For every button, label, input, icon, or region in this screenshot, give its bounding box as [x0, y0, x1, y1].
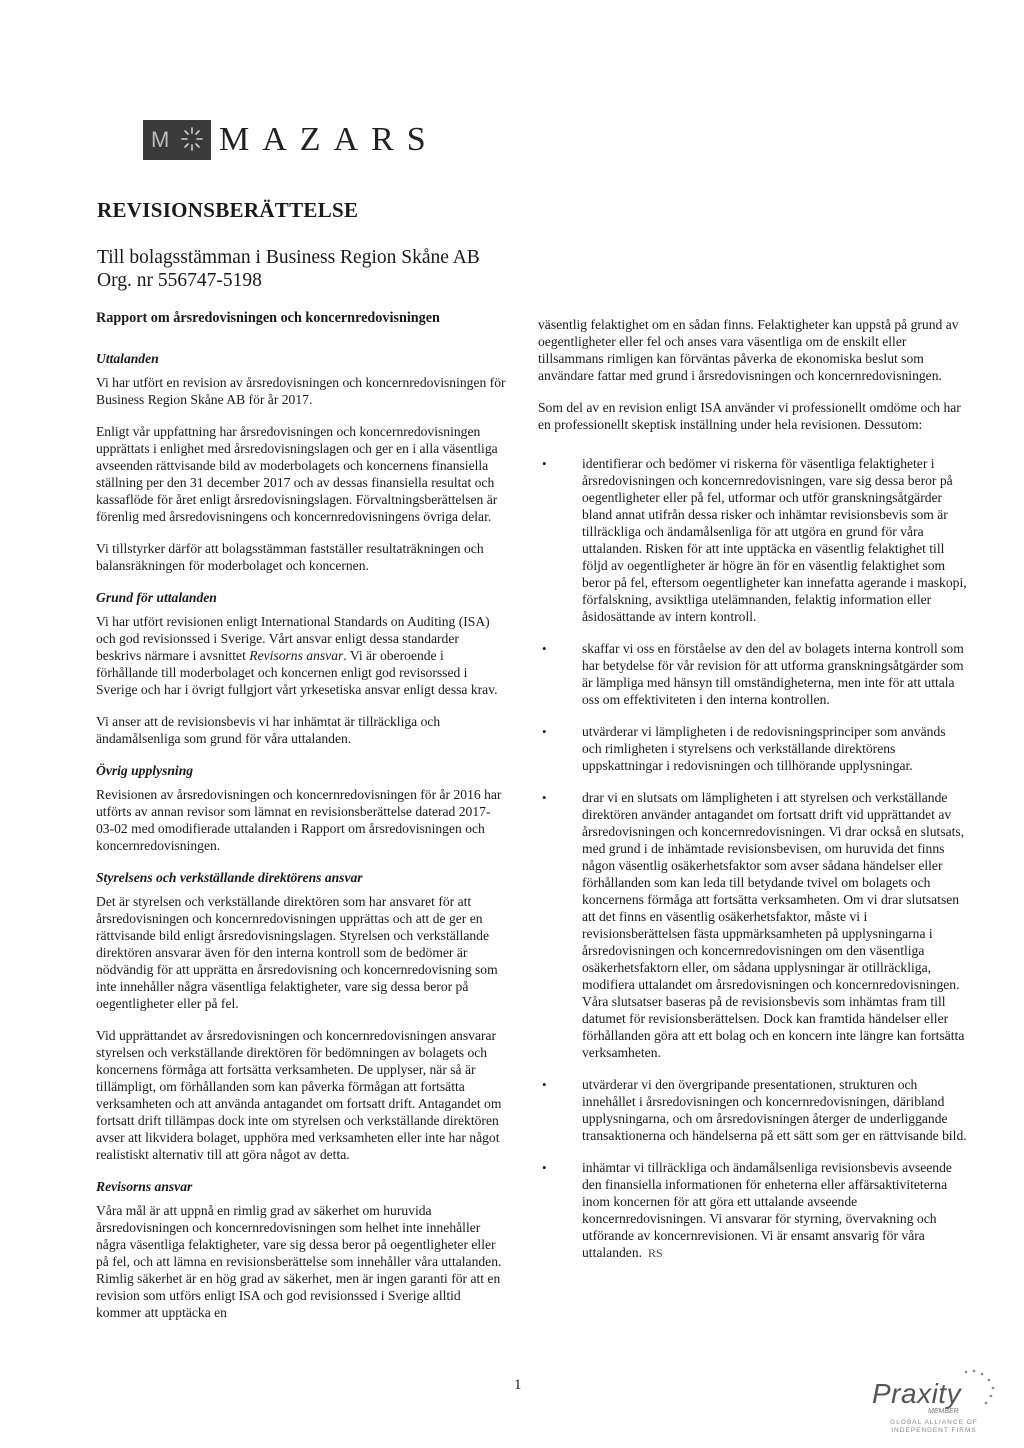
list-item: • identifierar och bedömer vi riskerna för väsentliga felaktigheter i årsredovisningen och koncernredovisningen, vare sig dessa beror på oegentligheter eller på fel, utformar och utför granskningsåtgärder bland annat utifrån dessa risker och inhämtar revisionsbevis som är tillräckliga och ändamålsenliga för att utgöra en grund för våra uttalanden. Risken för att inte upptäcka en väsentlig felaktighet till följd av oegentligheter är högre än för en väsentlig felaktighet som beror på fel, eftersom oegentligheter kan innefatta agerande i maskopi, förfalskning, avsiktliga utelämnanden, felaktig information eller åsidosättande av intern kontroll. — [538, 455, 968, 625]
mazars-logo-mark — [143, 120, 211, 160]
paragraph: Det är styrelsen och verkställande direktören som har ansvaret för att årsredovisningen och koncernredovisningen upprättas och att de ger en rättvisande bild enligt årsredovisningslagen. Styrelsen och verkställande direktören ansvarar även för den interna kontroll som de bedömer är nödvändig för att upprätta en årsredovisning och koncernredovisning som inte innehåller några väsentliga felaktigheter, vare sig dessa beror på oegentligheter eller på fel. — [96, 894, 498, 1011]
paragraph: Vid upprättandet av årsredovisningen och koncernredovisningen ansvarar styrelsen och verkställande direktören för bedömningen av bolagets och koncernens förmåga att fortsätta verksamheten. De upplyser, när så är tillämpligt, om förhållanden som kan påverka förmågan att fortsätta verksamheten och att använda antagandet om fortsatt drift. Antagandet om fortsatt drift tillämpas dock inte om styrelsen och verkställande direktören avser att likvidera bolaget, upphöra med verksamheten eller inte har något realistiskt alternativ till att göra något av detta. — [96, 1028, 502, 1162]
paragraph: Vi har utfört en revision av årsredovisningen och koncernredovisningen för Business Region Skåne AB för år 2017. — [96, 375, 506, 407]
list-item: • drar vi en slutsats om lämpligheten i att styrelsen och verkställande direktören använder antagandet om fortsatt drift vid upprättandet av årsredovisningen och koncernredovisningen. Vi drar också en slutsats, med grund i de inhämtade revisionsbevisen, om huruvida det finns någon väsentlig osäkerhetsfaktor som avser sådana händelser eller förhållanden som kan leda till betydande tvivel om bolagets och koncernens förmåga att fortsätta verksamheten. Om vi drar slutsatsen att det finns en väsentlig osäkerhetsfaktor, måste vi i revisionsberättelsen fästa uppmärksamheten på upplysningarna i årsredovisningen och koncernredovisningen om den väsentliga osäkerhetsfaktorn eller, om sådana upplysningar är otillräckliga, modifiera uttalandet om årsredovisningen och koncernredovisningen. Våra slutsatser baseras på de revisionsbevis som inhämtas fram till datumet för revisionsberättelsen. Dock kan framtida händelser eller förhållanden göra att ett bolag och en koncern inte längre kan fortsätta verksamheten. — [538, 789, 968, 1061]
praxity-alliance — [874, 1419, 994, 1435]
star-icon — [180, 126, 204, 152]
praxity-wordmark: Praxity — [872, 1378, 962, 1409]
paragraph: Som del av en revision enligt ISA använder vi professionellt omdöme och har en professionellt skeptisk inställning under hela revisionen. Dessutom: — [538, 400, 961, 432]
report-title: REVISIONSBERÄTTELSE — [97, 198, 359, 222]
paragraph: väsentlig felaktighet om en sådan finns. Felaktigheter kan uppstå på grund av oegentligheter eller fel och anses vara väsentliga om de enskilt eller tillsammans rimligen kan förväntas påverka de ekonomiska beslut som användare fattar med grund i årsredovisningen och koncernredovisningen. — [538, 317, 959, 383]
page-number: 1 — [514, 1377, 522, 1393]
paragraph — [96, 613, 506, 698]
paragraph-text: . Vi är oberoende i förhållande till moderbolaget och koncernen enligt god revisorssed i Sverige och har i övrigt fullgjort vårt yrkesetiska ansvar enligt dessa krav. — [96, 648, 498, 697]
list-item-text: inhämtar vi tillräckliga och ändamålsenliga revisionsbevis avseende den finansiella informationen för enheterna eller affärsaktiviteterna inom koncernen för att göra ett uttalande avseende koncernredovisningen. Vi ansvarar för styrning, övervakning och utförande av koncernrevisionen. Vi är ensamt ansvarig för våra uttalanden. — [582, 1160, 952, 1260]
logo-wordmark: MAZARS — [219, 121, 439, 158]
list-item: • utvärderar vi den övergripande presentationen, strukturen och innehållet i årsredovisningen och koncernredovisningen, däribland upplysningarna, och om årsredovisningen återger de underliggande transaktionerna och händelserna på ett sätt som ger en rättvisande bild. — [538, 1076, 968, 1144]
list-item: • skaffar vi oss en förståelse av den del av bolagets interna kontroll som har betydelse för vår revision för att utforma granskningsåtgärder som är lämpliga med hänsyn till omständigheterna, men inte för att uttala oss om effektiviteten i den interna kontrollen. — [538, 640, 968, 708]
section-heading-rapport: Rapport om årsredovisningen och koncernredovisningen — [96, 310, 440, 326]
paragraph-text: Vi har utfört revisionen enligt International Standards on Auditing (ISA) och god revisionssed i Sverige. Vårt ansvar enligt dessa standarder beskrivs närmare i avsnittet — [96, 614, 490, 663]
left-column — [96, 310, 506, 1336]
section-heading-grund: Grund för uttalanden — [96, 590, 217, 605]
section-heading-styrelsens: Styrelsens och verkställande direktörens ansvar — [96, 870, 363, 885]
bullet-list — [538, 455, 968, 1262]
paragraph: Vi anser att de revisionsbevis vi har inhämtat är tillräckliga och ändamålsenliga som grund för våra uttalanden. — [96, 714, 441, 746]
paragraph: Revisionen av årsredovisningen och koncernredovisningen för år 2016 har utförts av annan revisor som lämnat en revisionsberättelse daterad 2017-03-02 med omodifierade uttalanden i Rapport om årsredovisningen och koncernredovisningen. — [96, 787, 502, 853]
section-heading-ovrig: Övrig upplysning — [96, 763, 194, 778]
praxity-logo — [866, 1368, 996, 1438]
alliance-line: INDEPENDENT FIRMS — [891, 1427, 977, 1434]
alliance-line: GLOBAL ALLIANCE OF — [890, 1419, 978, 1426]
paragraph: Vi tillstyrker därför att bolagsstämman fastställer resultaträkningen och balansräkningen för moderbolaget och koncernen. — [96, 541, 484, 573]
dot-arc-icon — [962, 1368, 996, 1408]
mazars-logo — [143, 120, 439, 160]
paragraph: Våra mål är att uppnå en rimlig grad av säkerhet om huruvida årsredovisningen och koncernredovisningen som helhet inte innehåller några väsentliga felaktigheter, vare sig dessa beror på oegentligheter eller på fel, och att lämna en revisionsberättelse som innehåller våra uttalanden. Rimlig säkerhet är en hög grad av säkerhet, men är ingen garanti för att en revision som utförs enligt ISA och god revisionssed i Sverige alltid kommer att upptäcka en — [96, 1203, 502, 1320]
org-number: Org. nr 556747-5198 — [97, 270, 262, 291]
addressee-line: Till bolagsstämman i Business Region Skåne AB — [97, 247, 480, 268]
paragraph: Enligt vår uppfattning har årsredovisningen och koncernredovisningen upprättats i enlighet med årsredovisningslagen och ger en i alla väsentliga avseenden rättvisande bild av moderbolagets och koncernens finansiella ställning per den 31 december 2017 och av dessas finansiella resultat och kassaflöde för året enligt årsredovisningslagen. Förvaltningsberättelsen är förenlig med årsredovisningens och koncernredovisningens övriga delar. — [96, 424, 498, 524]
section-reference: Revisorns ansvar — [249, 648, 344, 663]
list-item: • utvärderar vi lämpligheten i de redovisningsprinciper som används och rimligheten i styrelsens och verkställande direktörens uppskattningar i redovisningen och tillhörande upplysningar. — [538, 723, 968, 774]
section-heading-revisorns: Revisorns ansvar — [96, 1179, 193, 1194]
list-item — [538, 1159, 968, 1262]
logo-letter: M — [151, 127, 170, 152]
section-heading-uttalanden: Uttalanden — [96, 351, 159, 366]
initials-mark: RS — [648, 1246, 663, 1260]
right-column — [538, 316, 968, 1277]
addressee-block — [97, 246, 480, 292]
praxity-member: MEMBER — [928, 1408, 959, 1415]
